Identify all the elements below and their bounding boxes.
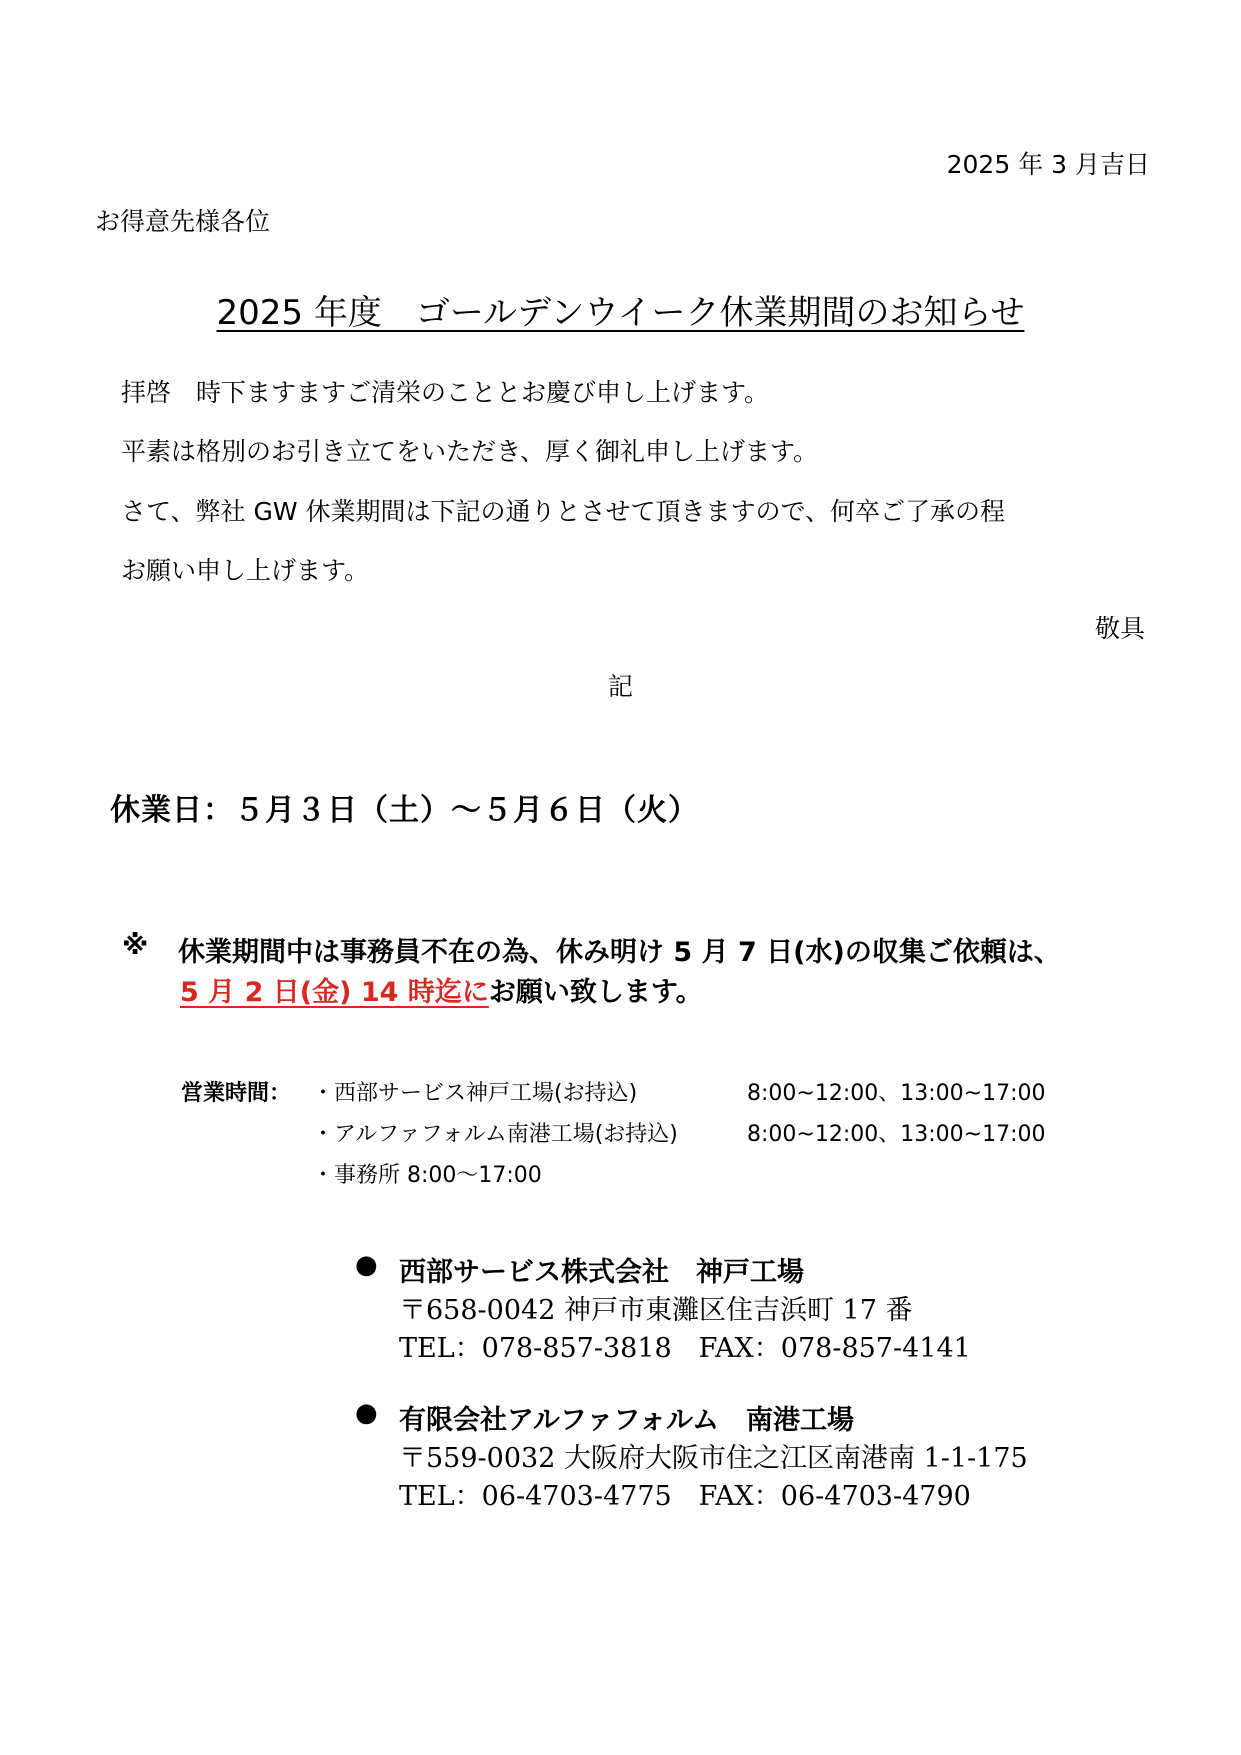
page-title <box>0 285 1241 334</box>
body-paragraph-line: 平素は格別のお引き立てをいただき、厚く御礼申し上げます。 <box>121 437 819 466</box>
document-date: 2025 年 3 月吉日 <box>946 150 1150 179</box>
section-heading-ki: 記 <box>607 672 633 701</box>
company-contact: TEL：078-857-3818 FAX：078-857-4141 <box>399 1333 971 1364</box>
note-line <box>180 970 703 1009</box>
business-hours-item: ・事務所 8:00～17:00 <box>312 1163 542 1188</box>
business-hours-label: 営業時間： <box>181 1081 292 1106</box>
note-deadline: 5 月 2 日(金) 14 時迄に <box>180 977 489 1008</box>
company-address: 〒658-0042 神戸市東灘区住吉浜町 17 番 <box>399 1295 913 1326</box>
business-hours-item: ・アルファフォルム南港工場(お持込) <box>312 1122 678 1147</box>
recipient: お得意先様各位 <box>95 207 271 236</box>
closing-word: 敬具 <box>1094 614 1145 643</box>
company-address: 〒559-0032 大阪府大阪市住之江区南港南 1-1-175 <box>399 1443 1028 1474</box>
bullet-icon: ● <box>355 1398 378 1428</box>
business-hours-item: ・西部サービス神戸工場(お持込) <box>312 1081 638 1106</box>
company-name: 西部サービス株式会社 神戸工場 <box>399 1257 804 1288</box>
note-line: 休業期間中は事務員不在の為、休み明け 5 月 7 日(水)の収集ご依頼は、 <box>178 937 1061 968</box>
company-contact: TEL：06-4703-4775 FAX：06-4703-4790 <box>399 1481 971 1512</box>
page-title-text: 2025 年度 ゴールデンウイーク休業期間のお知らせ <box>216 293 1025 333</box>
company-name: 有限会社アルファフォルム 南港工場 <box>399 1405 854 1436</box>
body-paragraph-line: さて、弊社 GW 休業期間は下記の通りとさせて頂きますので、何卒ご了承の程 <box>121 497 1005 526</box>
business-hours-time: 8:00~12:00、13:00~17:00 <box>747 1081 1046 1106</box>
bullet-icon: ● <box>355 1250 378 1280</box>
body-paragraph-line: 拝啓 時下ますますご清栄のこととお慶び申し上げます。 <box>121 378 770 407</box>
business-hours-time: 8:00~12:00、13:00~17:00 <box>747 1122 1046 1147</box>
note-line-rest: お願い致します。 <box>488 977 703 1008</box>
holiday-period: 休業日：５月３日（土）～５月６日（火） <box>110 793 699 828</box>
note-mark: ※ <box>122 930 149 961</box>
body-paragraph-line: お願い申し上げます。 <box>121 556 370 585</box>
